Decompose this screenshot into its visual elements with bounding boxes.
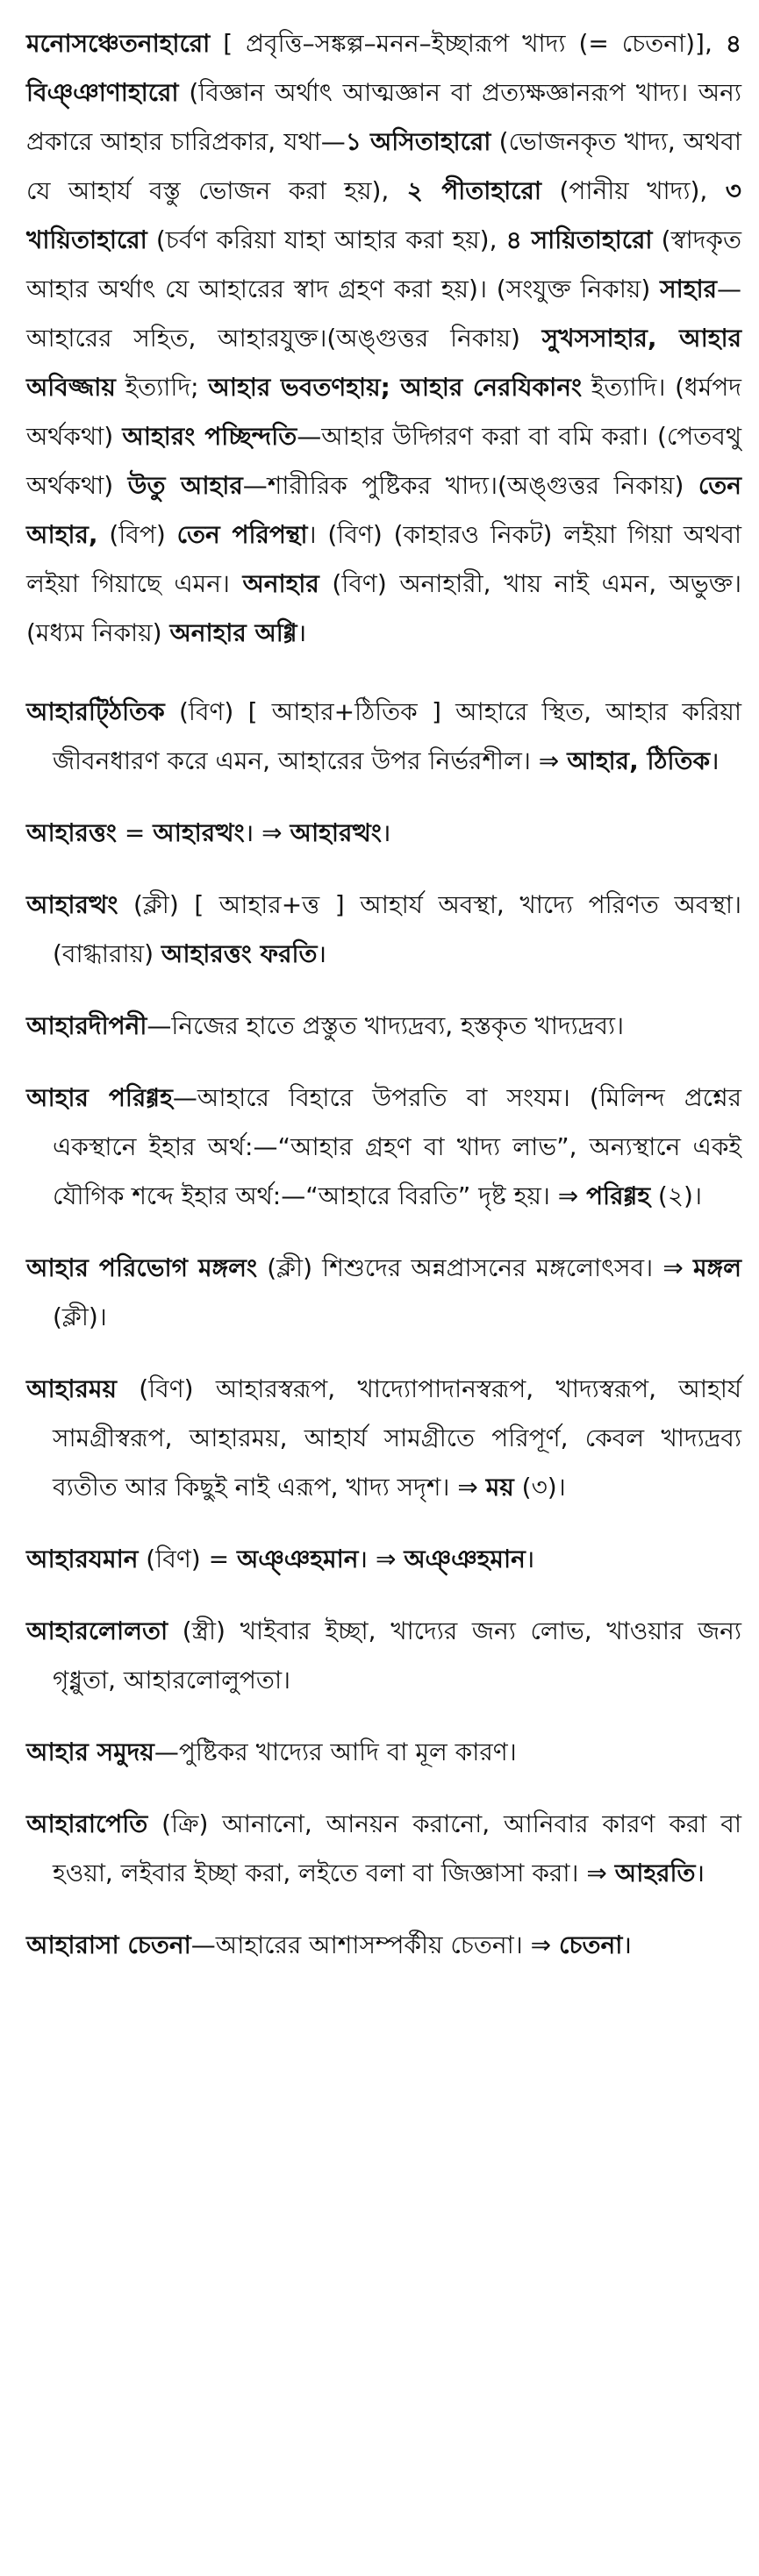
entry-aharasa-cetana (26, 1921, 741, 1970)
bold-term: ২ পীতাহারো (406, 176, 541, 205)
definition-text: (বিণ) [ আহার+ঠিতিক ] আহারে স্থিত, আহার করিয়া জীবনধারণ করে এমন, আহারের উপর নির্ভরশীল। ⇒ (53, 697, 741, 775)
definition-text: (বিণ) = (138, 1545, 237, 1573)
bold-term: সাহার (660, 275, 717, 303)
headword: আহারাপেতি (26, 1809, 148, 1838)
definition-text: (পানীয় খাদ্য), (541, 176, 726, 205)
bold-term: ৩ খায়িতাহারো (26, 176, 741, 254)
bold-term: অনাহার অগ্গি (169, 618, 297, 647)
definition-text: । (381, 818, 391, 847)
headword: আহারট্ঠিতিক (26, 697, 165, 726)
definition-text: । (622, 1930, 632, 1959)
definition-text: —আহার উদ্গিরণ করা বা বমি করা। (পেতবথু অর্থকথা) (26, 422, 741, 500)
bold-term: সুখসসাহার, আহার অবিজ্জায় (26, 324, 741, 402)
definition-text: । ⇒ (358, 1545, 405, 1573)
definition-text: (চর্বণ করিয়া যাহা আহার করা হয়), (147, 225, 506, 254)
definition-text: —পুষ্টিকর খাদ্যের আদি বা মূল কারণ। (154, 1738, 517, 1766)
definition-text: [ প্রবৃত্তি–সঙ্কল্প–মনন–ইচ্ছারূপ খাদ্য (= চেতনা)], (210, 29, 726, 58)
headword: আহারময় (26, 1374, 117, 1403)
definition-text: (বিণ) আহারস্বরূপ, খাদ্যোপাদানস্বরূপ, খাদ্যস্বরূপ, আহার্য সামগ্রীস্বরূপ, আহারময়, আহার্য সামগ্রীতে পরিপূর্ণ, কেবল খাদ্যদ্রব্য ব্যতীত আর কিছুই নাই এরূপ, খাদ্য সদৃশ। ⇒ (53, 1374, 741, 1502)
bold-term: আহরতি (614, 1859, 696, 1887)
bold-term: আহারত্থং (153, 818, 245, 847)
headword: আহারযমান (26, 1545, 139, 1573)
entry-aharamaya (26, 1365, 741, 1512)
entry-ahara-pariggaha (26, 1074, 741, 1221)
definition-text: (ক্রি) আনানো, আনয়ন করানো, আনিবার কারণ করা বা হওয়া, লইবার ইচ্ছা করা, লইতে বলা বা জিজ্ঞাসা করা। ⇒ (53, 1809, 741, 1887)
entry-aharattham (26, 881, 741, 979)
entry-continuation (26, 19, 741, 658)
definition-text: । (317, 939, 327, 968)
headword: আহার পরিভোগ মঙ্গলং (26, 1253, 258, 1282)
definition-text: (ক্লী) [ আহার+ত্ত ] আহার্য অবস্থা, খাদ্যে পরিণত অবস্থা। (বাগ্ধারায়) (53, 890, 741, 968)
definition-text: (ভোজনকৃত খাদ্য, অথবা যে আহার্য বস্তু ভোজন করা হয়), (26, 127, 742, 205)
definition-text: —আহারের আশাসম্পর্কীয় চেতনা। ⇒ (190, 1930, 560, 1959)
entry-aharattam (26, 809, 741, 858)
headword: আহারত্থং (26, 890, 118, 919)
bold-term: আহার ভবতণহায়; আহার নেরযিকানং (208, 373, 583, 402)
definition-text: । (695, 1859, 705, 1887)
definition-text: । (710, 746, 720, 775)
headword: আহারাসা চেতনা (26, 1930, 191, 1959)
definition-text: (২)। (650, 1181, 702, 1210)
entry-aharadipani (26, 1002, 741, 1051)
bold-term: ১ অসিতাহারো (345, 127, 491, 156)
bold-term: মনোসঞ্চেতনাহারো (26, 29, 211, 58)
bold-term: আহারং পচ্ছিন্দতি (122, 422, 297, 451)
definition-text: (ক্লী) শিশুদের অন্নপ্রাসনের মঙ্গলোৎসব। ⇒ (257, 1253, 693, 1282)
bold-term: ময় (485, 1473, 514, 1502)
bold-term: আহার, ঠিতিক (567, 746, 711, 775)
definition-text: —শারীরিক পুষ্টিকর খাদ্য।(অঙ্গুত্তর নিকায়) (242, 471, 698, 500)
definition-text: (বিজ্ঞান অর্থাৎ আত্মজ্ঞান বা প্রত্যক্ষজ্ঞানরূপ খাদ্য। অন্য প্রকারে আহার চারিপ্রকার, যথা— (26, 78, 741, 156)
definition-text: —আহারের সহিত, আহারযুক্ত।(অঙ্গুত্তর নিকায়) (26, 275, 741, 353)
definition-text: । (বিণ) (কাহারও নিকট) লইয়া গিয়া অথবা লইয়া গিয়াছে এমন। (26, 520, 742, 598)
definition-text: (বিণ) অনাহারী, খায় নাই এমন, অভুক্ত। (মধ্যম নিকায়) (26, 569, 741, 647)
definition-text: —আহারে বিহারে উপরতি বা সংযম। (মিলিন্দ প্রশ্নের একস্থানে ইহার অর্থ:—“আহার গ্রহণ বা খাদ্য লাভ”, অন্যস্থানে একই যৌগিক শব্দে ইহার অর্থ:—“আহারে বিরতি” দৃষ্ট হয়। ⇒ (53, 1083, 741, 1210)
bold-term: আহারত্তং ফরতি (161, 939, 318, 968)
bold-term: মঙ্গল (693, 1253, 741, 1282)
entry-aharapeti (26, 1800, 741, 1898)
definition-text: । (297, 618, 307, 647)
definition-text: —নিজের হাতে প্রস্তুত খাদ্যদ্রব্য, হস্তকৃত খাদ্যদ্রব্য। (147, 1011, 625, 1040)
entry-aharatthitika (26, 688, 741, 786)
headword: আহার সমুদয় (26, 1738, 154, 1766)
definition-text: (বিপ) (97, 520, 177, 549)
headword: আহার পরিগ্গহ (26, 1083, 173, 1112)
definition-text: (স্বাদকৃত আহার অর্থাৎ যে আহারের স্বাদ গ্রহণ করা হয়)। (সংযুক্ত নিকায়) (26, 225, 742, 303)
bold-term: পরিগ্গহ (586, 1181, 651, 1210)
bold-term: চেতনা (559, 1930, 623, 1959)
definition-text: । (525, 1545, 535, 1573)
bold-term: উতু আহার (127, 471, 243, 500)
bold-term: অনাহার (242, 569, 319, 598)
entry-ahara-samudaya (26, 1728, 741, 1777)
bold-term: আহারত্থং (290, 818, 382, 847)
definition-text: । ⇒ (244, 818, 290, 847)
bold-term: ৪ বিঞ্ঞাণাহারো (26, 29, 741, 107)
bold-term: তেন আহার, (26, 471, 741, 549)
bold-term: অঞ্ঞহমান (404, 1545, 526, 1573)
bold-term: তেন পরিপন্থা (176, 520, 308, 549)
headword: আহারলোলতা (26, 1616, 168, 1645)
bold-term: ৪ সায়িতাহারো (505, 225, 653, 254)
definition-text: ইত্যাদি; (115, 373, 209, 402)
headword: আহারত্তং (26, 818, 117, 847)
entry-ahara-paribhoga (26, 1244, 741, 1342)
entry-aharalolata (26, 1607, 741, 1705)
definition-text: = (116, 818, 154, 847)
definition-text: (৩)। (513, 1473, 566, 1502)
definition-text: (স্ত্রী) খাইবার ইচ্ছা, খাদ্যের জন্য লোভ, খাওয়ার জন্য গৃধ্নুতা, আহারলোলুপতা। (53, 1616, 741, 1695)
entry-aharayamana (26, 1535, 741, 1584)
definition-text: ইত্যাদি। (ধর্মপদ অর্থকথা) (26, 373, 741, 451)
bold-term: অঞ্ঞহমান (236, 1545, 359, 1573)
definition-text: (ক্লী)। (53, 1302, 107, 1331)
headword: আহারদীপনী (26, 1011, 147, 1040)
